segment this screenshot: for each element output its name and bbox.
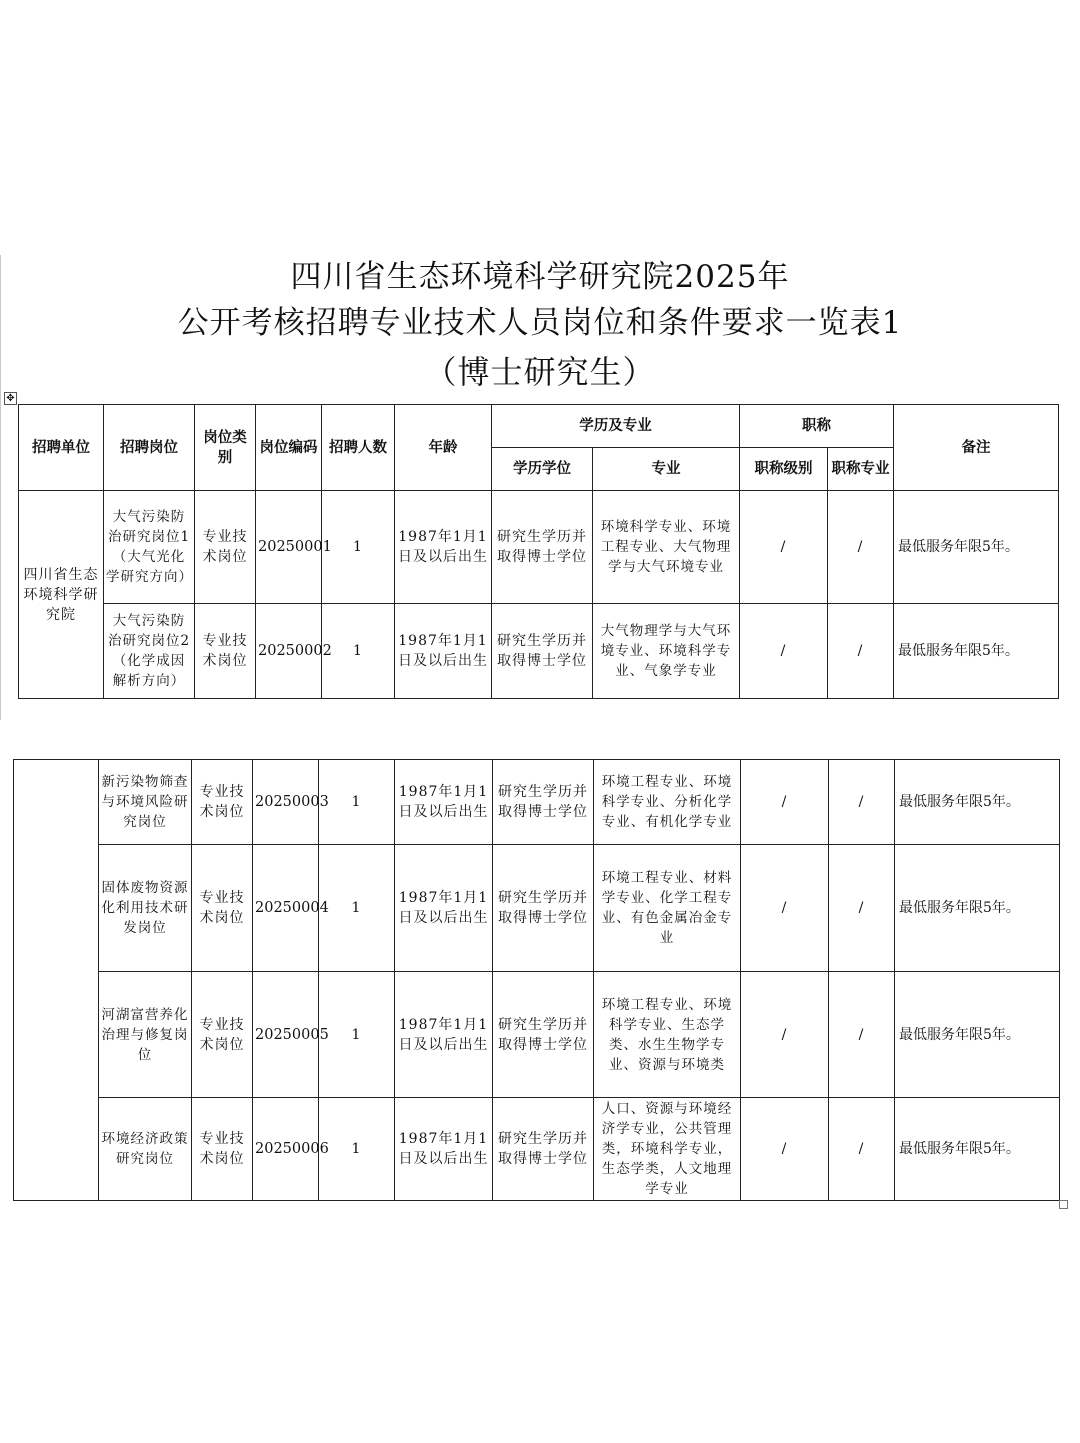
hire-count: 1	[319, 972, 395, 1098]
note: 最低服务年限5年。	[895, 1098, 1060, 1201]
age-requirement: 1987年1月1日及以后出生	[395, 1098, 493, 1201]
major-requirement: 大气物理学与大气环境专业、环境科学专业、气象学专业	[593, 604, 740, 699]
header-title-level: 职称级别	[740, 448, 828, 491]
header-post: 招聘岗位	[104, 405, 195, 491]
post-code: 20250004	[253, 845, 319, 972]
header-major: 专业	[593, 448, 740, 491]
post-name: 固体废物资源化利用技术研发岗位	[99, 845, 192, 972]
note: 最低服务年限5年。	[895, 760, 1060, 845]
post-code: 20250006	[253, 1098, 319, 1201]
title-level: /	[741, 1098, 829, 1201]
post-category: 专业技术岗位	[192, 972, 253, 1098]
header-note: 备注	[894, 405, 1059, 491]
table-row	[14, 760, 1060, 845]
table-row	[19, 491, 1059, 604]
post-code: 20250001	[256, 491, 322, 604]
recruitment-table-part1	[18, 404, 1059, 699]
post-name: 环境经济政策研究岗位	[99, 1098, 192, 1201]
unit-name: 四川省生态环境科学研究院	[19, 491, 104, 699]
header-code: 岗位编码	[256, 405, 322, 491]
hire-count: 1	[319, 1098, 395, 1201]
major-requirement: 环境工程专业、环境科学专业、分析化学专业、有机化学专业	[594, 760, 741, 845]
degree-requirement: 研究生学历并取得博士学位	[493, 845, 594, 972]
degree-requirement: 研究生学历并取得博士学位	[493, 760, 594, 845]
post-code: 20250005	[253, 972, 319, 1098]
degree-requirement: 研究生学历并取得博士学位	[493, 972, 594, 1098]
post-name: 新污染物筛查与环境风险研究岗位	[99, 760, 192, 845]
header-title-group: 职称	[740, 405, 894, 448]
post-code: 20250003	[253, 760, 319, 845]
post-name: 河湖富营养化治理与修复岗位	[99, 972, 192, 1098]
age-requirement: 1987年1月1日及以后出生	[395, 845, 493, 972]
table-row	[14, 845, 1060, 972]
recruitment-table-part2	[13, 759, 1060, 1201]
post-name: 大气污染防治研究岗位1（大气光化学研究方向）	[104, 491, 195, 604]
title-major: /	[828, 491, 894, 604]
major-requirement: 环境工程专业、环境科学专业、生态学类、水生生物学专业、资源与环境类	[594, 972, 741, 1098]
hire-count: 1	[319, 760, 395, 845]
unit-cell-empty	[14, 760, 99, 1201]
table-row	[14, 972, 1060, 1098]
note: 最低服务年限5年。	[895, 972, 1060, 1098]
doc-title-line1: 四川省生态环境科学研究院2025年	[290, 259, 790, 295]
doc-title-line2: 公开考核招聘专业技术人员岗位和条件要求一览表1	[177, 305, 903, 341]
post-code: 20250002	[256, 604, 322, 699]
post-category: 专业技术岗位	[192, 760, 253, 845]
title-major: /	[829, 1098, 895, 1201]
age-requirement: 1987年1月1日及以后出生	[395, 760, 493, 845]
degree-requirement: 研究生学历并取得博士学位	[492, 491, 593, 604]
header-age: 年龄	[395, 405, 492, 491]
note: 最低服务年限5年。	[894, 491, 1059, 604]
header-title-major: 职称专业	[828, 448, 894, 491]
header-unit: 招聘单位	[19, 405, 104, 491]
header-degree: 学历学位	[492, 448, 593, 491]
table-resize-handle[interactable]	[1059, 1200, 1068, 1209]
post-name: 大气污染防治研究岗位2（化学成因解析方向）	[104, 604, 195, 699]
header-count: 招聘人数	[322, 405, 395, 491]
age-requirement: 1987年1月1日及以后出生	[395, 604, 492, 699]
title-major: /	[829, 760, 895, 845]
title-level: /	[741, 845, 829, 972]
header-category: 岗位类别	[195, 405, 256, 491]
major-requirement: 环境科学专业、环境工程专业、大气物理学与大气环境专业	[593, 491, 740, 604]
title-major: /	[829, 845, 895, 972]
header-edu-group: 学历及专业	[492, 405, 740, 448]
title-level: /	[740, 491, 828, 604]
degree-requirement: 研究生学历并取得博士学位	[493, 1098, 594, 1201]
title-major: /	[828, 604, 894, 699]
table-move-handle-icon[interactable]: ✥	[4, 392, 17, 405]
hire-count: 1	[319, 845, 395, 972]
post-category: 专业技术岗位	[195, 604, 256, 699]
doc-title-line3: （博士研究生）	[424, 353, 656, 391]
table-row	[14, 1098, 1060, 1201]
degree-requirement: 研究生学历并取得博士学位	[492, 604, 593, 699]
post-category: 专业技术岗位	[192, 1098, 253, 1201]
hire-count: 1	[322, 491, 395, 604]
title-level: /	[741, 972, 829, 1098]
post-category: 专业技术岗位	[192, 845, 253, 972]
note: 最低服务年限5年。	[895, 845, 1060, 972]
title-major: /	[829, 972, 895, 1098]
table-row	[19, 604, 1059, 699]
title-level: /	[740, 604, 828, 699]
post-category: 专业技术岗位	[195, 491, 256, 604]
major-requirement: 人口、资源与环境经济学专业，公共管理类，环境科学专业，生态学类，人文地理学专业	[594, 1098, 741, 1201]
hire-count: 1	[322, 604, 395, 699]
age-requirement: 1987年1月1日及以后出生	[395, 491, 492, 604]
major-requirement: 环境工程专业、材料学专业、化学工程专业、有色金属冶金专业	[594, 845, 741, 972]
title-level: /	[741, 760, 829, 845]
age-requirement: 1987年1月1日及以后出生	[395, 972, 493, 1098]
note: 最低服务年限5年。	[894, 604, 1059, 699]
